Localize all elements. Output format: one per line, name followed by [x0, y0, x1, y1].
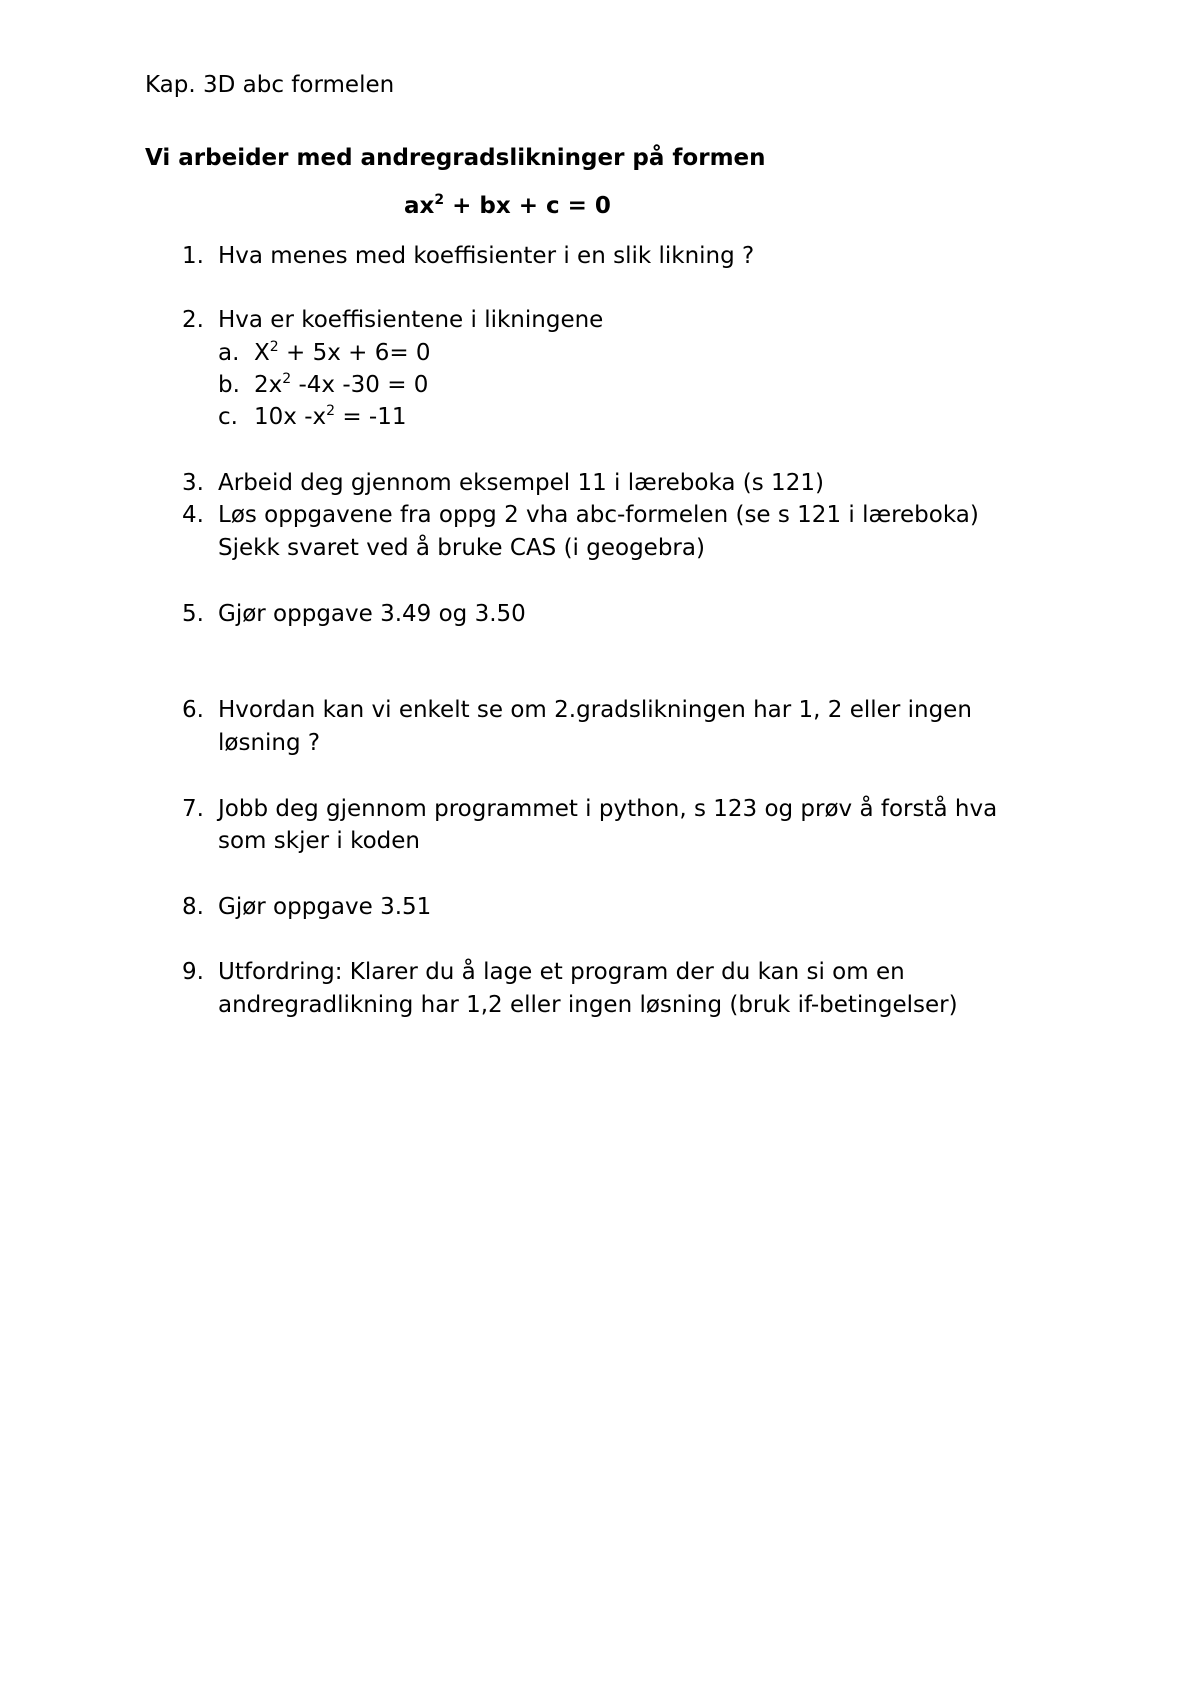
item-number: 7.: [182, 796, 204, 822]
subitem-letter: b.: [218, 372, 240, 398]
item-number: 4.: [182, 502, 204, 528]
item-text: Arbeid deg gjennom eksempel 11 i læreboka (s 121): [218, 470, 824, 496]
item-text-continued: som skjer i koden: [218, 828, 420, 854]
item-text: Løs oppgavene fra oppg 2 vha abc-formelen (se s 121 i læreboka): [218, 502, 979, 528]
eq-pre: 2x: [254, 372, 283, 398]
item-text: Gjør oppgave 3.51: [218, 894, 432, 920]
subitem-letter: c.: [218, 404, 238, 430]
subitem-equation: [254, 402, 407, 432]
formula-pre: ax: [404, 193, 435, 219]
item-text-continued: løsning ?: [218, 730, 321, 756]
formula-sup: 2: [434, 192, 445, 208]
item-text-continued: andregradlikning har 1,2 eller ingen løsning (bruk if-betingelser): [218, 992, 958, 1018]
formula-post: + bx + c = 0: [444, 193, 611, 219]
item-text-continued: Sjekk svaret ved å bruke CAS (i geogebra): [218, 535, 705, 561]
item-number: 6.: [182, 697, 204, 723]
item-text: Utfordring: Klarer du å lage et program der du kan si om en: [218, 959, 905, 985]
eq-post: + 5x + 6= 0: [278, 340, 431, 366]
eq-post: = -11: [335, 404, 407, 430]
item-number: 9.: [182, 959, 204, 985]
item-number: 1.: [182, 243, 204, 269]
subitem-equation: [254, 338, 431, 368]
general-formula: [404, 191, 611, 221]
eq-post: -4x -30 = 0: [291, 372, 429, 398]
item-text: Hva menes med koeffisienter i en slik likning ?: [218, 243, 755, 269]
eq-sup: 2: [269, 339, 279, 355]
intro-heading: Vi arbeider med andregradslikninger på formen: [145, 145, 766, 171]
item-text: Gjør oppgave 3.49 og 3.50: [218, 601, 526, 627]
eq-pre: X: [254, 340, 270, 366]
subitem-equation: [254, 370, 428, 400]
item-number: 3.: [182, 470, 204, 496]
eq-sup: 2: [326, 403, 336, 419]
item-number: 2.: [182, 307, 204, 333]
item-text: Jobb deg gjennom programmet i python, s 123 og prøv å forstå hva: [218, 796, 998, 822]
item-text: Hva er koeffisientene i likningene: [218, 307, 604, 333]
subitem-letter: a.: [218, 340, 240, 366]
item-number: 5.: [182, 601, 204, 627]
item-text: Hvordan kan vi enkelt se om 2.gradslikningen har 1, 2 eller ingen: [218, 697, 972, 723]
eq-pre: 10x -x: [254, 404, 327, 430]
eq-sup: 2: [282, 371, 292, 387]
page-title: Kap. 3D abc formelen: [145, 72, 395, 98]
item-number: 8.: [182, 894, 204, 920]
